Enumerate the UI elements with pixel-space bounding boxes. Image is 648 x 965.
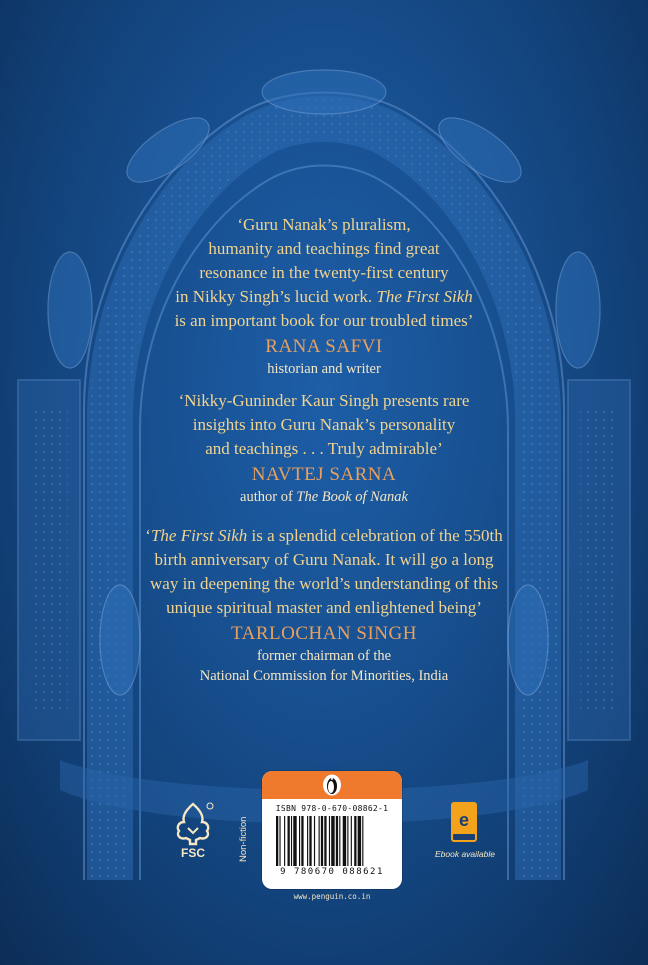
- endorser-role: historian and writer: [267, 361, 381, 377]
- paisley-top: [262, 70, 386, 114]
- barcode-bar: [301, 816, 303, 866]
- quote-line: birth anniversary of Guru Nanak. It will go a long: [154, 550, 494, 569]
- barcode-bar: [288, 816, 290, 866]
- barcode-bar: [358, 816, 361, 866]
- penguin-logo-icon: [322, 774, 342, 796]
- endorser-role: National Commission for Minorities, India: [199, 668, 449, 684]
- barcode-bar: [351, 816, 352, 866]
- barcode-bar: [329, 816, 330, 866]
- barcode-bar: [309, 816, 311, 866]
- fsc-label: FSC: [181, 846, 205, 860]
- barcode-bars: [276, 816, 388, 866]
- quote-text: in Nikky Singh’s lucid work.: [175, 287, 373, 306]
- endorsement-quote-1: [0, 213, 648, 379]
- barcode-bar: [307, 816, 308, 866]
- barcode-bar: [354, 816, 356, 866]
- ebook-letter: e: [458, 810, 470, 830]
- endorser-name: NAVTEJ SARNA: [251, 464, 397, 485]
- barcode-bar: [331, 816, 334, 866]
- penguin-band: [262, 771, 402, 799]
- endorser-role: [0, 487, 648, 507]
- quote-line: ‘Guru Nanak’s pluralism,: [237, 215, 411, 234]
- barcode-bar: [324, 816, 326, 866]
- endorser-role: former chairman of the: [256, 648, 392, 664]
- book-title: The Book of Nanak: [296, 489, 408, 505]
- isbn-number: ISBN 978-0-670-08862-1: [275, 804, 389, 813]
- quote-line: [0, 285, 648, 309]
- barcode-bar: [336, 816, 338, 866]
- fsc-logo-icon: [168, 800, 218, 860]
- barcode-bar: [319, 816, 320, 866]
- quote-line: is an important book for our troubled times’: [174, 311, 474, 330]
- book-title: The First Sikh: [150, 526, 248, 545]
- endorsement-quote-3: [0, 524, 648, 686]
- opening-quote-mark: ‘: [145, 526, 151, 545]
- quote-text: is a splendid celebration of the 550th: [251, 526, 503, 545]
- barcode-panel: [262, 771, 402, 889]
- barcode-bar: [339, 816, 340, 866]
- quote-line: resonance in the twenty-first century: [199, 263, 449, 282]
- role-prefix: author of: [240, 489, 293, 505]
- barcode-bar: [321, 816, 323, 866]
- barcode-bar: [279, 816, 280, 866]
- barcode-bar: [284, 816, 285, 866]
- quote-line: way in deepening the world’s understanding of this: [150, 574, 498, 593]
- barcode-bar: [362, 816, 363, 866]
- barcode-bar: [347, 816, 348, 866]
- quote-line: and teachings . . . Truly admirable’: [205, 439, 443, 458]
- barcode-bar: [343, 816, 346, 866]
- quote-line: insights into Guru Nanak’s personality: [192, 415, 456, 434]
- endorser-name: RANA SAFVI: [265, 336, 383, 357]
- endorser-name: TARLOCHAN SINGH: [231, 623, 417, 644]
- quote-line: unique spiritual master and enlightened being’: [166, 598, 482, 617]
- book-title: The First Sikh: [376, 287, 473, 306]
- category-label: Non-fiction: [238, 816, 249, 862]
- ean-number: 9 780670 088621: [280, 867, 384, 877]
- quote-line: [0, 524, 648, 548]
- quote-line: humanity and teachings find great: [208, 239, 440, 258]
- quote-line: ‘Nikky-Guninder Kaur Singh presents rare: [178, 391, 470, 410]
- barcode-bar: [314, 816, 315, 866]
- ebook-icon: [450, 801, 478, 843]
- endorsement-quote-2: [0, 389, 648, 507]
- barcode-bar: [291, 816, 292, 866]
- barcode-bar: [293, 816, 296, 866]
- ebook-label: Ebook available: [434, 849, 495, 859]
- barcode-bar: [299, 816, 300, 866]
- publisher-url: www.penguin.co.in: [293, 892, 371, 901]
- barcode-bar: [276, 816, 278, 866]
